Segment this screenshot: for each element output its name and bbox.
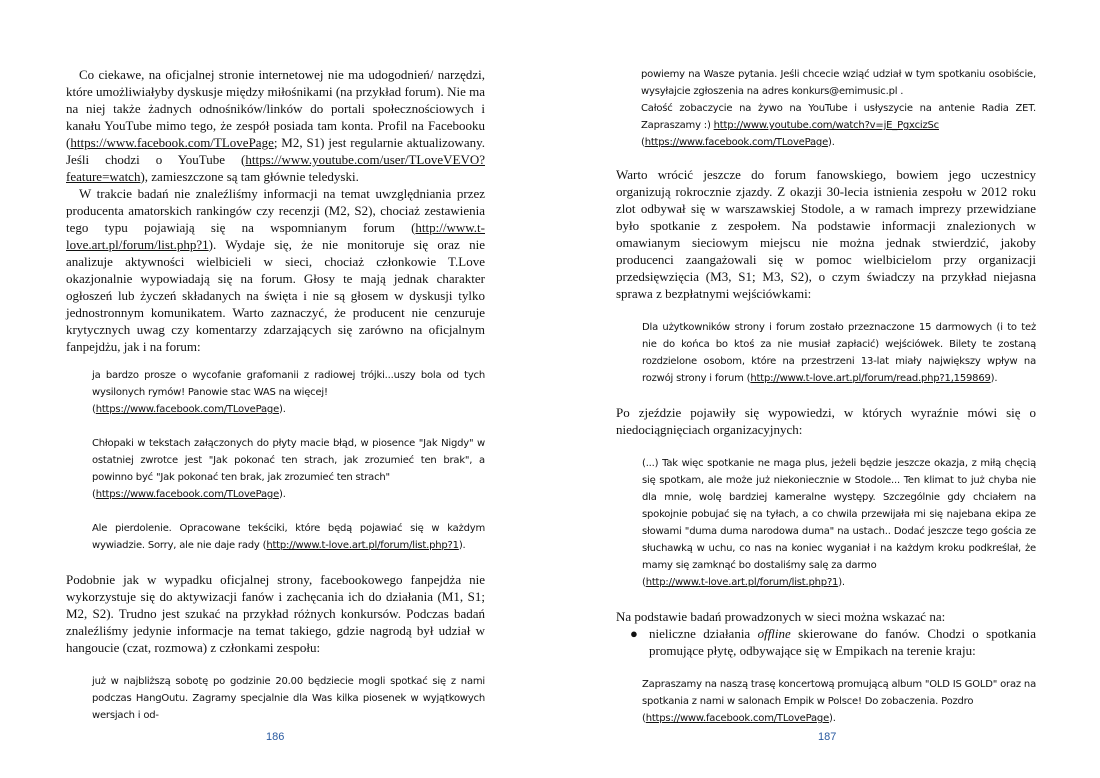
text: Dla użytkowników strony i forum zostało przeznaczone 15 darmowych (i to też nie do końca bo ktoś za nie musiał zapłacić) wejściówek. Bilety te zostaną rozdzielone osobom, które na przestrzeni 13-lat miały największy wpływ na rozwój strony i forum (	[642, 322, 1036, 384]
block-quote: już w najbliższą sobotę po godzinie 20.00 będziecie mogli spotkać się z nami podczas HangOutu. Zagramy specjalnie dla Was kilka piosenek w wyjątkowych wersjach i od-	[92, 676, 485, 721]
block-quote	[642, 319, 1036, 387]
text: W trakcie badań nie znaleźliśmy informacji na temat uwzględniania przez producenta amatorskich rankingów czy recenzji (M2, S2), chociaż zestawienia tego typu pojawiają się na wspomnianym forum (	[66, 186, 485, 235]
text: (	[92, 404, 96, 415]
block-quote	[641, 66, 1036, 151]
text: ; M2, S1) jest regularnie aktualizowany. Jeśli chodzi o YouTube (	[66, 135, 485, 167]
right-page	[550, 0, 1100, 778]
text: (	[642, 577, 646, 588]
paragraph: Warto wrócić jeszcze do forum fanowskiego, bowiem jego uczestnicy organizują rokrocznie zjazdy. Z okazji 30-lecia istnienia zespołu w 2012 roku zlot odbywał się w warszawskiej Stodole, a w ramach imprezy przewidziane było spotkanie z zespołem. Na podstawie informacji znalezionych w omawianym sieciowym miejscu nie można jednak stwierdzić, jakoby producenci zaangażowali się w pomoc wielbicielom przy organizacji przedsięwzięcia (M3, S1; M3, S2), o czym świadczy na przykład niejasna sprawa z bezpłatnymi wejściówkami:	[616, 167, 1036, 301]
block-quote	[92, 435, 485, 503]
paragraph: Na podstawie badań prowadzonych w sieci można wskazać na:	[616, 609, 946, 624]
facebook-link[interactable]: https://www.facebook.com/TLovePage	[70, 135, 274, 150]
text: Całość zobaczycie na żywo na YouTube i usłyszycie na antenie Radia ZET. Zapraszamy :)	[641, 103, 1036, 131]
text: ).	[829, 713, 836, 724]
paragraph	[66, 66, 485, 185]
list-item-text	[649, 625, 1036, 659]
block-quote	[642, 455, 1036, 591]
text: (	[641, 137, 645, 148]
right-text-column	[616, 166, 1036, 727]
text: Ale pierdolenie. Opracowane tekściki, które będą pojawiać się w każdym wywiadzie. Sorry, ale nie daje rady (	[92, 523, 485, 551]
youtube-link[interactable]: https://www.youtube.com/user/TLoveVEVO?feature=watch	[66, 152, 485, 184]
block-quote	[642, 676, 1036, 727]
forum-link[interactable]: http://www.t-love.art.pl/forum/list.php?1	[266, 540, 459, 551]
facebook-link[interactable]: https://www.facebook.com/TLovePage	[95, 404, 280, 415]
bullet-icon: ●	[630, 626, 638, 641]
text: ).	[279, 489, 286, 500]
text: Zapraszamy na naszą trasę koncertową promującą album "OLD IS GOLD" oraz na spotkania z nami w salonach Empik w Polsce! Do zobaczenia. Pozdro	[642, 679, 1036, 707]
paragraph: Po zjeździe pojawiły się wypowiedzi, w których wyraźnie mówi się o niedociągnięciach organizacyjnych:	[616, 405, 1036, 437]
forum-link[interactable]: http://www.t-love.art.pl/forum/read.php?1,159869	[750, 373, 991, 384]
emphasis: offline	[757, 626, 791, 641]
text: ).	[990, 373, 998, 384]
text: ja bardzo prosze o wycofanie grafomanii z radiowej trójki...uszy bola od tych wysilonych rymów! Panowie stac WAS na więcej!	[92, 370, 485, 398]
youtube-link[interactable]: http://www.youtube.com/watch?v=jE_PgxcizSc	[713, 120, 939, 131]
forum-link[interactable]: http://www.t-love.art.pl/forum/list.php?1	[645, 577, 839, 588]
text: ).	[828, 137, 835, 148]
text: ), zamieszczone są tam głównie teledyski.	[140, 169, 359, 184]
text: skierowane do fanów. Chodzi o spotkania promujące płytę, odbywające się w Empikach na terenie kraju:	[649, 626, 1036, 658]
block-quote	[92, 367, 485, 418]
paragraph: Podobnie jak w wypadku oficjalnej strony, facebookowego fanpejdża nie wykorzystuje się do aktywizacji fanów i zachęcania ich do działania (M1, S1; M2, S2). Trudno jest szukać na przykład różnych konkursów. Podczas badań znaleźliśmy jedynie informacje na temat takiego, gdzie nagrodą był udział w hangoucie (czat, rozmowa) z członkami zespołu:	[66, 572, 485, 655]
text: ). Wydaje się, że nie monitoruje się oraz nie analizuje aktywności wielbicieli w sieci, chociaż członkowie T.Love okazjonalnie wypowiadają się na forum. Głosy te mają jednak charakter ogłoszeń lub życzeń składanych na święta i nie są głosem w dyskusji tylko jednostronnym komunikatem. Warto zaznaczyć, że producent nie cenzuruje krytycznych uwag czy komentarzy zdarzających się zarówno na oficjalnym fanpejdżu, jak i na forum:	[66, 237, 485, 354]
list-item	[630, 625, 1036, 659]
block-quote	[92, 520, 485, 554]
text: (	[92, 489, 96, 500]
facebook-link[interactable]: https://www.facebook.com/TLovePage	[645, 713, 830, 724]
text: powiemy na Wasze pytania. Jeśli chcecie wziąć udział w tym spotkaniu osobiście, wysyłajcie zgłoszenia na adres konkurs@emimusic.pl .	[641, 69, 1036, 97]
facebook-link[interactable]: https://www.facebook.com/TLovePage	[644, 137, 829, 148]
page-number: 186	[266, 731, 285, 743]
text: Co ciekawe, na oficjalnej stronie internetowej nie ma udogodnień/ narzędzi, które umożliwiałyby dyskusje między miłośnikami (na przykład forum). Nie ma na niej także żadnych odnośników/linków do portali społecznościowych i kanału YouTube mimo tego, że zespół posiada tam konta. Profil na Facebooku (	[66, 67, 485, 150]
text: nieliczne działania	[649, 626, 758, 641]
text: (...) Tak więc spotkanie ne maga plus, jeżeli będzie jeszcze okazja, z miłą chęcią się spotkam, ale może już niekoniecznie w Stodole... Ten klimat to już chyba nie dla mnie, wolę bardziej kameralne występy. Szczególnie gdy chciałem na spokojnie pobujać się na tyłach, a co chwila przewijała mi się najebana ekipa ze słowami "duma duma narodowa duma" na ustach.. Dodać jeszcze tego gościa ze słuchawką w uchu, co nas na koniec wyganiał i na każdym kroku podkreślał, że mamy się zamknąć bo dostaliśmy salę za darmo	[642, 458, 1036, 571]
text: (	[642, 713, 646, 724]
text: ).	[458, 540, 466, 551]
text: ).	[838, 577, 845, 588]
facebook-link[interactable]: https://www.facebook.com/TLovePage	[95, 489, 280, 500]
paragraph	[66, 185, 485, 355]
page-number: 187	[818, 731, 837, 743]
forum-link[interactable]: http://www.t-love.art.pl/forum/list.php?1	[66, 220, 485, 252]
left-text-column	[66, 66, 485, 724]
text: ).	[279, 404, 286, 415]
continued-quote	[641, 66, 1036, 151]
text: Chłopaki w tekstach załączonych do płyty macie błąd, w piosence "Jak Nigdy" w ostatniej zwrotce jest "Jak pokonać ten strach, jak zrozumieć ten brak", a powinno być "Jak pokonać ten brak, jak zrozumieć ten strach"	[92, 438, 485, 483]
